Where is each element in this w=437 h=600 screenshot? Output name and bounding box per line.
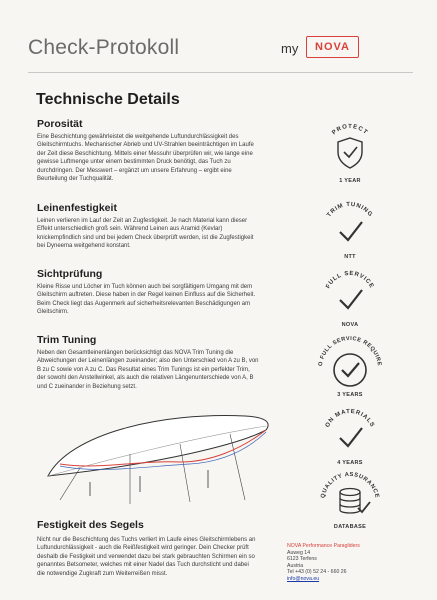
- check-icon: [340, 290, 362, 308]
- text-line: Effekt unterschiedlich groß sein. Während Leinen aus Aramid (Kevlar): [37, 226, 223, 233]
- trim-tuning-badge-icon: [318, 196, 382, 256]
- text-line: der Zeit diese Beschichtung. Mittels einer Messuhr überprüfen wir, wie lange eine: [37, 150, 253, 157]
- nova-logo: [306, 36, 359, 58]
- section-text-sichtpruefung: [37, 283, 309, 317]
- text-line: Gleitschirm auftreten. Diese haben in der Regel keinen Einfluss auf die Sicherheit.: [37, 292, 256, 299]
- text-line: und C zueinander in Beziehung setzt.: [37, 383, 137, 390]
- section-heading-trim-tuning: Trim Tuning: [37, 334, 97, 346]
- text-line: Nicht nur die Beschichtung des Tuchs verliert im Laufe eines Gleitschirmlebens an: [37, 537, 256, 543]
- text-line: Leinen verlieren im Lauf der Zeit an Zugfestigkeit. Je nach Material kann dieser: [37, 218, 248, 224]
- text-line: der sowohl den Anstellwinkel, als auch die relativen Längenunterschiede von A, B: [37, 375, 254, 382]
- svg-text:QUALITY ASSURANCE: [320, 472, 380, 499]
- check-icon: [344, 147, 357, 157]
- text-line: deshalb die Festigkeit und verwendet dazu bei stark gebrauchten Schirmen ein so: [37, 553, 255, 560]
- circle-icon: [334, 354, 366, 386]
- badge-label: 4 YEARS: [337, 460, 363, 466]
- text-line: genanntes Betsometer, welches mit einer Nadel das Tuch durchsticht und dabei: [37, 562, 249, 569]
- svg-text:NO FULL SERVICE REQUIRED: [318, 332, 382, 367]
- text-line: Beim Check liegt das Augenmerk auf sicherheitsrelevanten Beschädigungen am: [37, 300, 251, 307]
- text-line: Neben den Gesamtleinenlängen berücksichtigt das NOVA Trim Tuning die: [37, 350, 234, 356]
- badge-no-full-service: [318, 332, 382, 404]
- footer-line: 6123 Terfens: [287, 556, 317, 563]
- section-text-trim-tuning: [37, 349, 309, 391]
- text-line: Eine Beschichtung gewährleistet die weitgehende Luftundurchlässigkeit des: [37, 134, 239, 140]
- badge-ring-text: TRIM TUNING: [326, 201, 374, 219]
- measurement-arrows: [90, 470, 208, 496]
- text-line: B zu C sowie von A zu C. Das Resultat eines Trim Tunings ist ein perfekter Trim,: [37, 366, 250, 373]
- section-heading-porositaet: Porosität: [37, 118, 83, 130]
- document-title: Check-Protokoll: [28, 36, 180, 59]
- text-line: durchdringen. Der Messwert – ergänzt um unsere Erfahrung – ergibt eine: [37, 167, 232, 174]
- quality-assurance-badge-icon: [318, 466, 382, 526]
- nova-logo-text: NOVA: [315, 41, 350, 53]
- protect-badge-icon: [318, 118, 382, 178]
- badge-full-service: [318, 264, 382, 336]
- badge-label: DATABASE: [333, 524, 367, 530]
- footer-company: NOVA Performance Paragliders: [287, 543, 360, 549]
- badge-label: 1 YEAR: [339, 178, 361, 184]
- section-text-porositaet: [37, 133, 309, 183]
- check-icon: [340, 428, 362, 446]
- text-line: knickempfindlich sind und bei jedem Check überprüft werden, ist die Zugfestigkeit: [37, 234, 254, 241]
- section-heading-sichtpruefung: Sichtprüfung: [37, 268, 103, 280]
- shield-icon: [338, 138, 362, 168]
- badge-ring-text: PROTECT: [331, 123, 369, 137]
- text-line: bei Dyneema weitgehend konstant.: [37, 243, 131, 250]
- check-icon: [340, 222, 362, 240]
- badge-materials: [318, 402, 382, 474]
- badge-ring-text: QUALITY ASSURANCE: [320, 471, 380, 499]
- no-full-service-badge-icon: [318, 332, 382, 392]
- badge-label: NOVA: [341, 322, 359, 328]
- svg-text:ON MATERIALS: [325, 409, 375, 429]
- text-line: Gleitschirmtuchs. Mechanischer Abrieb und UV-Strahlen beeinträchtigen im Laufe: [37, 142, 254, 149]
- badge-trim-tuning: [318, 196, 382, 268]
- badge-label: 3 YEARS: [337, 392, 363, 398]
- section-heading-leinenfestigkeit: Leinenfestigkeit: [37, 202, 117, 214]
- text-line: Beurteilung der Tuchqualität.: [37, 176, 114, 183]
- text-line: Kleine Risse und Löcher im Tuch können auch bei sorgfältigem Umgang mit dem: [37, 284, 253, 290]
- footer-line: Auweg 14: [287, 549, 311, 556]
- my-label: my: [281, 41, 299, 56]
- check-icon: [342, 363, 359, 376]
- badge-ring-text: FULL SERVICE: [325, 270, 375, 290]
- section-heading-festigkeit-segel: Festigkeit des Segels: [37, 519, 144, 531]
- footer-email-link[interactable]: info@nova.eu: [287, 575, 320, 582]
- text-line: Abweichungen der Leinenlängen zueinander; also den Unterschied von A zu B, von: [37, 358, 259, 365]
- full-service-badge-icon: [318, 264, 382, 324]
- svg-text:PROTECT: [331, 124, 368, 136]
- footer-address: [287, 543, 407, 583]
- database-icon: [340, 489, 360, 514]
- footer-line: Austria: [287, 562, 304, 569]
- text-line: gewisse Luftmenge unter einem bestimmten Druck benötigt, das Tuch zu: [37, 159, 231, 166]
- header-divider: [28, 72, 413, 73]
- svg-text:TRIM TUNING: [326, 202, 373, 219]
- section-text-leinenfestigkeit: [37, 217, 309, 251]
- badge-quality-assurance: [318, 466, 382, 538]
- text-line: die notwendige Zugkraft zum Weiterreißen misst.: [37, 570, 168, 577]
- svg-text:FULL SERVICE: [325, 271, 374, 290]
- badge-protect: [318, 118, 382, 190]
- main-title: Technische Details: [36, 91, 180, 108]
- badge-ring-text: ON MATERIALS: [324, 408, 376, 429]
- footer-line: Tel +43 (0) 52 24 - 660 26: [287, 569, 347, 576]
- wing-profile-diagram: [40, 404, 276, 514]
- section-text-festigkeit-segel: [37, 536, 309, 578]
- text-line: Luftundurchlässigkeit - auch die Reißfestigkeit wird geringer. Dein Checker prüft: [37, 545, 249, 552]
- badge-label: NTT: [344, 254, 356, 260]
- badge-ring-text: O FULL SERVICE REQUIRE: [318, 335, 382, 367]
- text-line: Gleitschirm.: [37, 309, 69, 316]
- materials-badge-icon: [318, 402, 382, 462]
